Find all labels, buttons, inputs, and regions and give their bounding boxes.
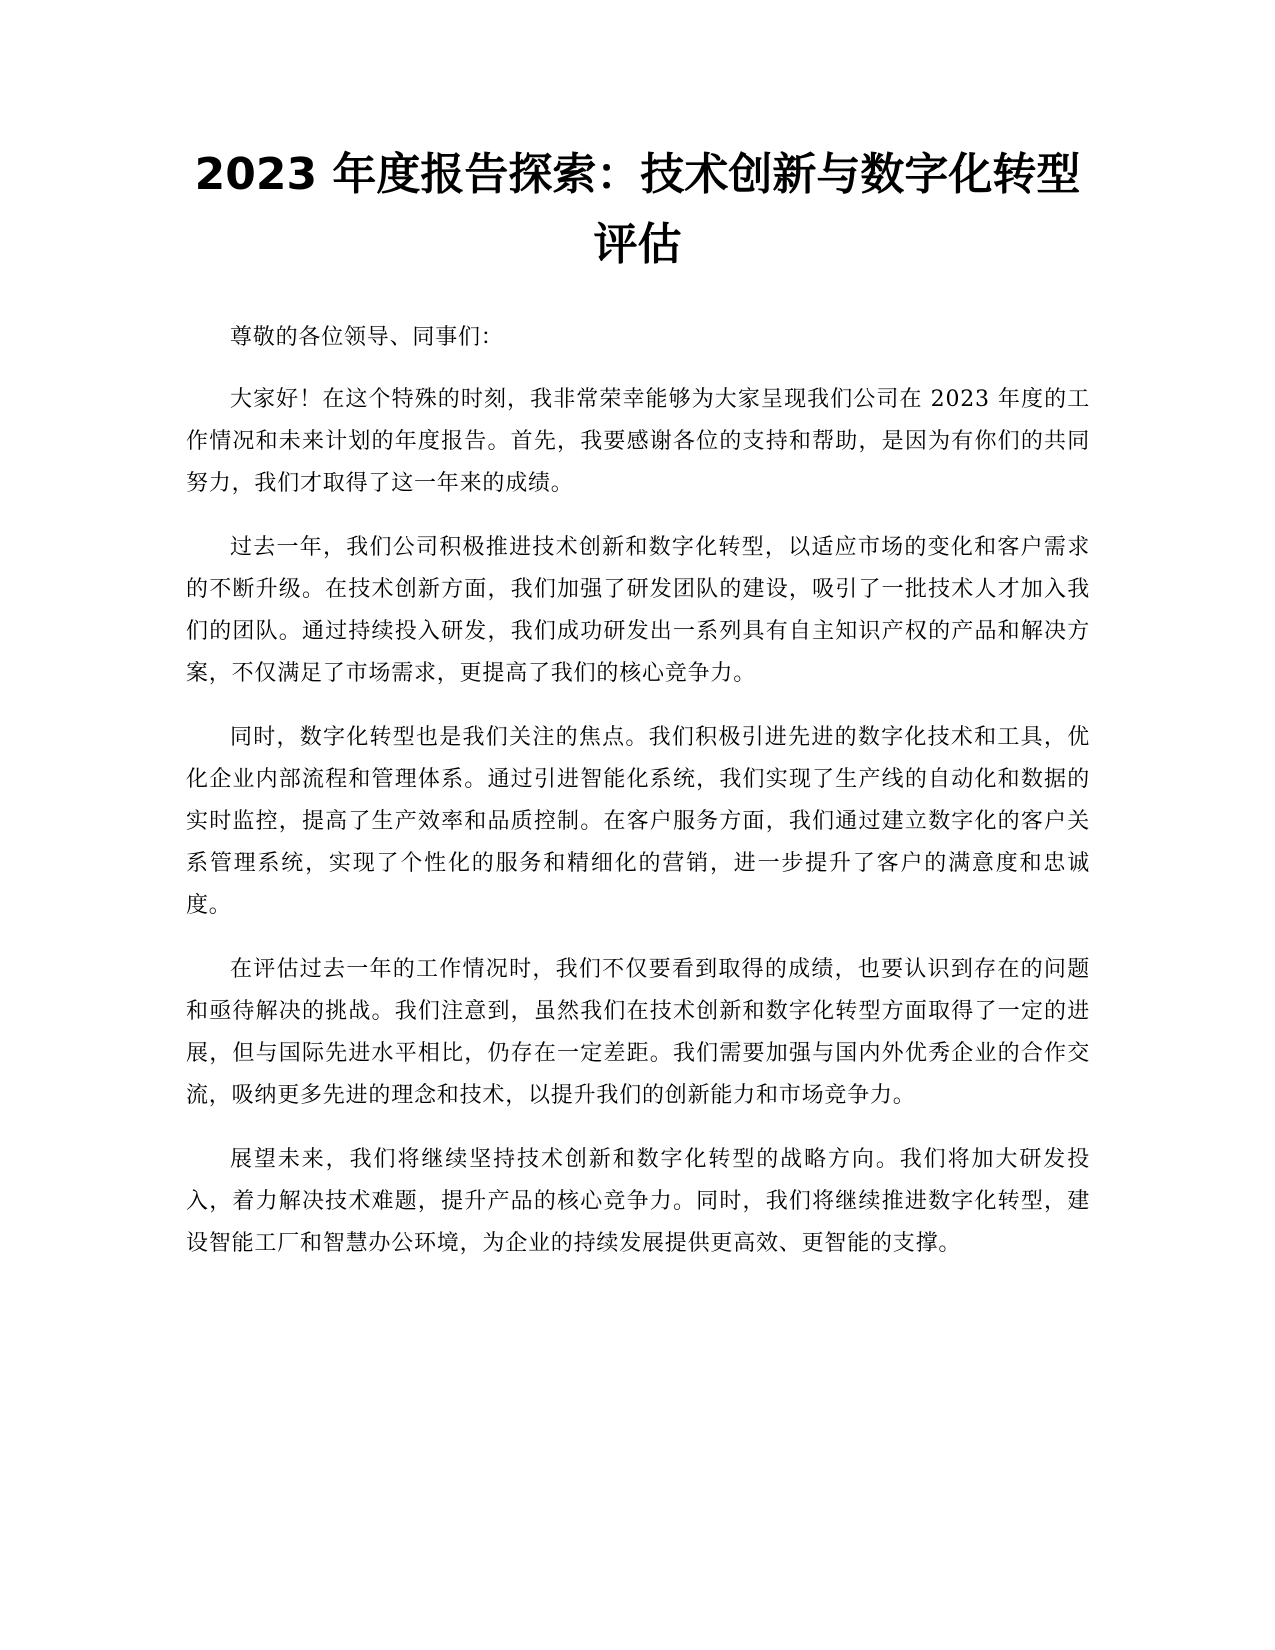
document-body <box>186 317 1090 1287</box>
intro-paragraph: 大家好！在这个特殊的时刻，我非常荣幸能够为大家呈现我们公司在 2023 年度的工作情况和未来计划的年度报告。首先，我要感谢各位的支持和帮助，是因为有你们的共同努力，我们才取得了这一年来的成绩。 <box>186 387 1090 496</box>
innovation-paragraph: 过去一年，我们公司积极推进技术创新和数字化转型，以适应市场的变化和客户需求的不断升级。在技术创新方面，我们加强了研发团队的建设，吸引了一批技术人才加入我们的团队。通过持续投入研发，我们成功研发出一系列具有自主知识产权的产品和解决方案，不仅满足了市场需求，更提高了我们的核心竞争力。 <box>186 535 1090 686</box>
salutation-paragraph: 尊敬的各位领导、同事们： <box>230 325 504 350</box>
outlook-paragraph: 展望未来，我们将继续坚持技术创新和数字化转型的战略方向。我们将加大研发投入，着力解决技术难题，提升产品的核心竞争力。同时，我们将继续推进数字化转型，建设智能工厂和智慧办公环境，为企业的持续发展提供更高效、更智能的支撑。 <box>186 1147 1090 1256</box>
document-title: 2023 年度报告探索：技术创新与数字化转型评估 <box>194 149 1081 270</box>
digital-transformation-paragraph: 同时，数字化转型也是我们关注的焦点。我们积极引进先进的数字化技术和工具，优化企业内部流程和管理体系。通过引进智能化系统，我们实现了生产线的自动化和数据的实时监控，提高了生产效率和品质控制。在客户服务方面，我们通过建立数字化的客户关系管理系统，实现了个性化的服务和精细化的营销，进一步提升了客户的满意度和忠诚度。 <box>186 725 1090 918</box>
evaluation-paragraph: 在评估过去一年的工作情况时，我们不仅要看到取得的成绩，也要认识到存在的问题和亟待解决的挑战。我们注意到，虽然我们在技术创新和数字化转型方面取得了一定的进展，但与国际先进水平相比，仍存在一定差距。我们需要加强与国内外优秀企业的合作交流，吸纳更多先进的理念和技术，以提升我们的创新能力和市场竞争力。 <box>186 957 1090 1108</box>
